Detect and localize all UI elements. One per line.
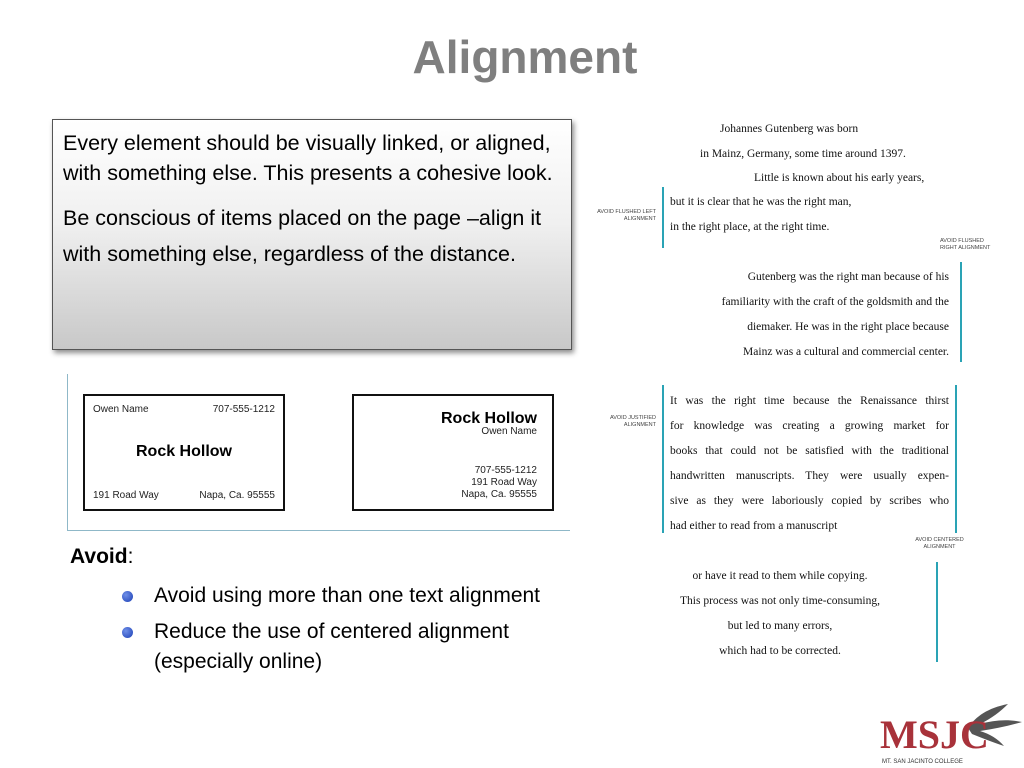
margin-note-centered: AVOID CENTERED ALIGNMENT [915,537,964,550]
specimen-line: in the right place, at the right time. [670,221,830,233]
logo-wordmark: MSJC [880,712,989,757]
specimen-line: had either to read from a manuscript [670,520,838,532]
specimen-line: This process was not only time-consuming, [680,595,880,607]
specimen-line: diemaker. He was in the right place because [747,321,949,333]
alignment-rule [936,562,938,662]
specimen-line: Gutenberg was the right man because of his [747,271,949,283]
alignment-rule [662,187,664,248]
specimen-line: but led to many errors, [727,620,833,632]
card-right-name: Owen Name [481,426,537,437]
card-left-address: 191 Road Way [93,490,159,501]
card-left-city: Napa, Ca. 95555 [199,490,275,501]
card-right-address: 191 Road Way [471,477,537,488]
specimen-line: for knowledge was creating a growing market for [670,420,949,432]
box-paragraph-2: Be conscious of items placed on the page –align it with something else, regardless of the distance. [63,206,542,266]
card-right-company: Rock Hollow [440,410,537,427]
specimen-line: books that could not be satisfied with the traditional [670,445,949,457]
specimen-line: Johannes Gutenberg was born [720,123,859,135]
list-item: Reduce the use of centered alignment (especially online) [122,617,542,677]
specimen-line: in Mainz, Germany, some time around 1397. [700,148,906,160]
specimen-line: or have it read to them while copying. [692,570,868,582]
box-paragraph-1: Every element should be visually linked, or aligned, with something else. This presents a cohesive look. [63,131,553,185]
logo-subtext: MT. SAN JACINTO COLLEGE [882,759,963,765]
alignment-rule [960,262,962,362]
specimen-line: familiarity with the craft of the goldsmith and the [721,296,949,308]
margin-note-flush-left: AVOID FLUSHED LEFT ALIGNMENT [597,209,656,222]
alignment-rule [662,385,664,533]
specimen-line: Little is known about his early years, [754,172,925,184]
slide-title: Alignment [412,31,638,83]
card-right-city: Napa, Ca. 95555 [461,489,537,500]
centered-block [680,570,880,670]
alignment-rule [955,385,957,533]
specimen-line: but it is clear that he was the right man, [670,196,852,208]
specimen-line: handwritten manuscripts. They were usually expen- [670,470,949,482]
card-left-phone: 707-555-1212 [212,404,275,415]
specimen-line: sive as they were laboriously copied by scribes who [670,495,949,507]
specimen-line: Mainz was a cultural and commercial center. [743,346,949,358]
margin-note-flush-right: AVOID FLUSHED RIGHT ALIGNMENT [940,238,991,251]
avoid-heading: Avoid: [70,545,134,568]
specimen-line: It was the right time because the Renaissance thirst [670,395,949,407]
list-item: Avoid using more than one text alignment [122,581,542,611]
card-left-name: Owen Name [93,404,149,415]
specimen-line: which had to be corrected. [719,645,841,657]
card-left-company: Rock Hollow [135,443,232,460]
msjc-logo [876,700,1024,768]
margin-note-justified: AVOID JUSTIFIED ALIGNMENT [609,415,656,428]
card-right-phone: 707-555-1212 [474,465,537,476]
